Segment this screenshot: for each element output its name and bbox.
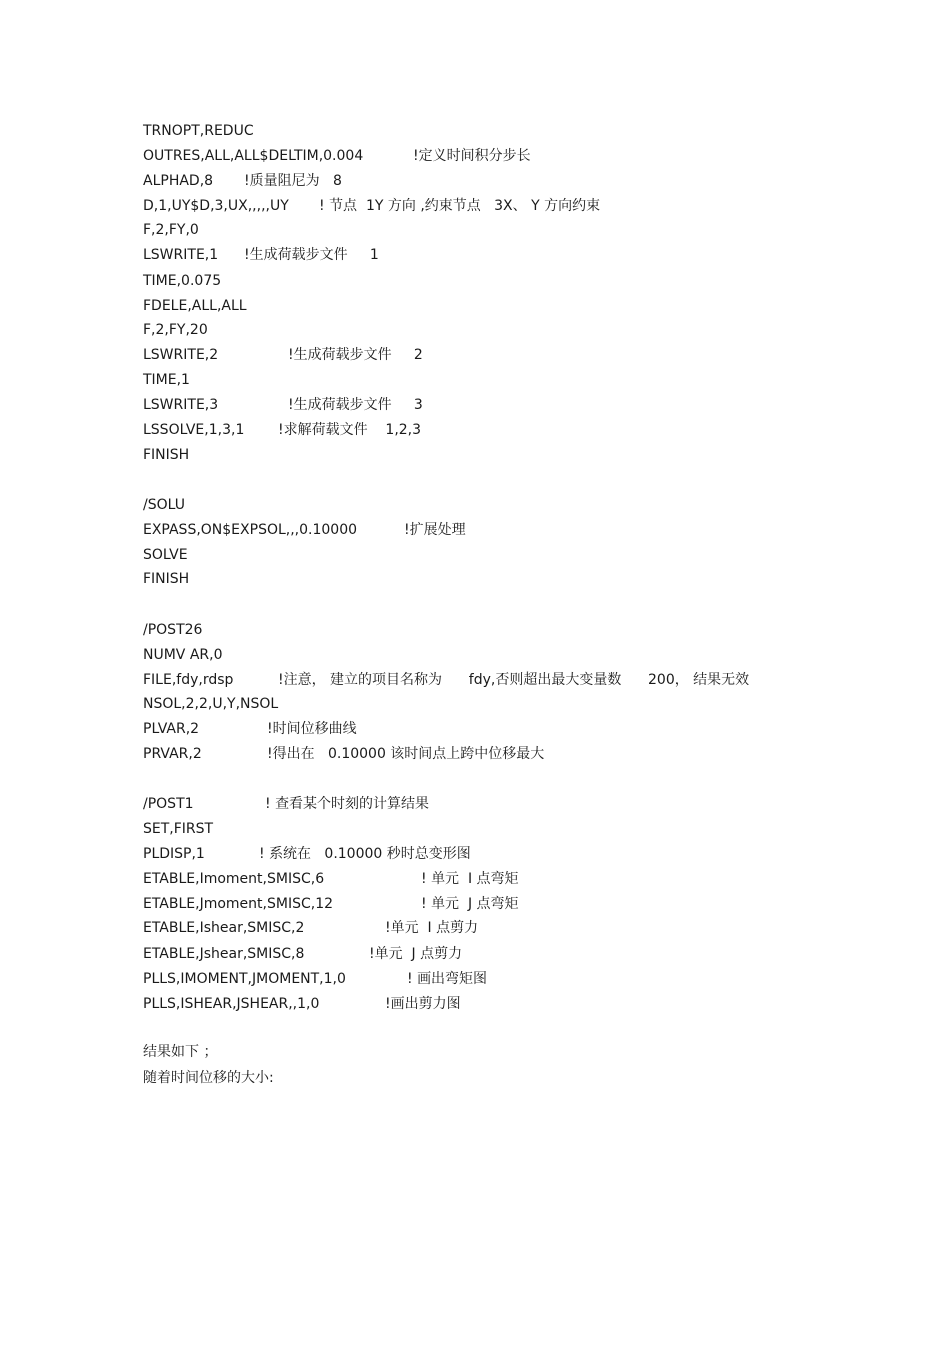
- code-text: NUMV AR,0: [143, 647, 223, 663]
- code-text: PLVAR,2: [143, 721, 200, 737]
- code-text: ETABLE,Jmoment,SMISC,12: [143, 896, 334, 912]
- code-comment: ! 单元 J 点弯矩: [421, 896, 519, 912]
- code-comment: !时间位移曲线: [267, 721, 357, 737]
- code-text: FINISH: [143, 447, 190, 463]
- code-text: LSWRITE,2: [143, 347, 219, 363]
- code-comment: ! 系统在 0.10000 秒时总变形图: [259, 846, 471, 862]
- code-text: PRVAR,2: [143, 746, 202, 762]
- code-text: /SOLU: [143, 497, 185, 513]
- code-text: LSWRITE,3: [143, 397, 219, 413]
- code-text: PLDISP,1: [143, 846, 205, 862]
- code-text: PLLS,ISHEAR,JSHEAR,,1,0: [143, 996, 320, 1012]
- code-text: /POST26: [143, 622, 203, 638]
- code-text: LSWRITE,1: [143, 247, 219, 263]
- code-text: ETABLE,Imoment,SMISC,6: [143, 871, 325, 887]
- code-text: F,2,FY,20: [143, 322, 208, 338]
- code-text: TIME,1: [143, 372, 190, 388]
- code-comment: !生成荷载步文件 2: [288, 347, 423, 363]
- code-text: SET,FIRST: [143, 821, 214, 837]
- code-text: FINISH: [143, 571, 190, 587]
- code-comment: ! 单元 I 点弯矩: [421, 871, 519, 887]
- code-text: LSSOLVE,1,3,1: [143, 422, 245, 438]
- code-comment: !定义时间积分步长: [413, 148, 531, 164]
- code-comment: !单元 I 点剪力: [385, 920, 479, 936]
- code-comment: ! 画出弯矩图: [407, 971, 488, 987]
- body-text: 随着时间位移的大小:: [143, 1070, 274, 1086]
- code-text: SOLVE: [143, 547, 188, 563]
- code-text: D,1,UY$D,3,UX,,,,,UY: [143, 198, 289, 214]
- code-text: ETABLE,Ishear,SMISC,2: [143, 920, 305, 936]
- code-text: EXPASS,ON$EXPSOL,,,0.10000: [143, 522, 358, 538]
- code-comment: !扩展处理: [404, 522, 466, 538]
- code-text: ALPHAD,8: [143, 173, 214, 189]
- code-text: /POST1: [143, 796, 194, 812]
- body-text: 结果如下 ；: [143, 1044, 218, 1060]
- code-text: ETABLE,Jshear,SMISC,8: [143, 946, 305, 962]
- code-comment: !得出在 0.10000 该时间点上跨中位移最大: [267, 746, 545, 762]
- code-text: FILE,fdy,rdsp: [143, 672, 234, 688]
- code-text: FDELE,ALL,ALL: [143, 298, 247, 314]
- code-text: F,2,FY,0: [143, 222, 199, 238]
- code-comment: !画出剪力图: [385, 996, 461, 1012]
- code-comment: !单元 J 点剪力: [369, 946, 463, 962]
- code-comment: !质量阻尼为 8: [244, 173, 342, 189]
- code-text: TIME,0.075: [143, 273, 222, 289]
- code-text: OUTRES,ALL,ALL$DELTIM,0.004: [143, 148, 364, 164]
- code-comment: ! 查看某个时刻的计算结果: [265, 796, 430, 812]
- code-comment: !注意， 建立的项目名称为 fdy,否则超出最大变量数 200， 结果无效: [278, 672, 750, 688]
- code-comment: !求解荷载文件 1,2,3: [278, 422, 422, 438]
- code-text: TRNOPT,REDUC: [143, 123, 254, 139]
- code-text: PLLS,IMOMENT,JMOMENT,1,0: [143, 971, 346, 987]
- code-comment: !生成荷载步文件 3: [288, 397, 423, 413]
- code-comment: !生成荷载步文件 1: [244, 247, 379, 263]
- code-text: NSOL,2,2,U,Y,NSOL: [143, 696, 279, 712]
- code-comment: ! 节点 1Y 方向 ,约束节点 3X、 Y 方向约束: [319, 198, 601, 214]
